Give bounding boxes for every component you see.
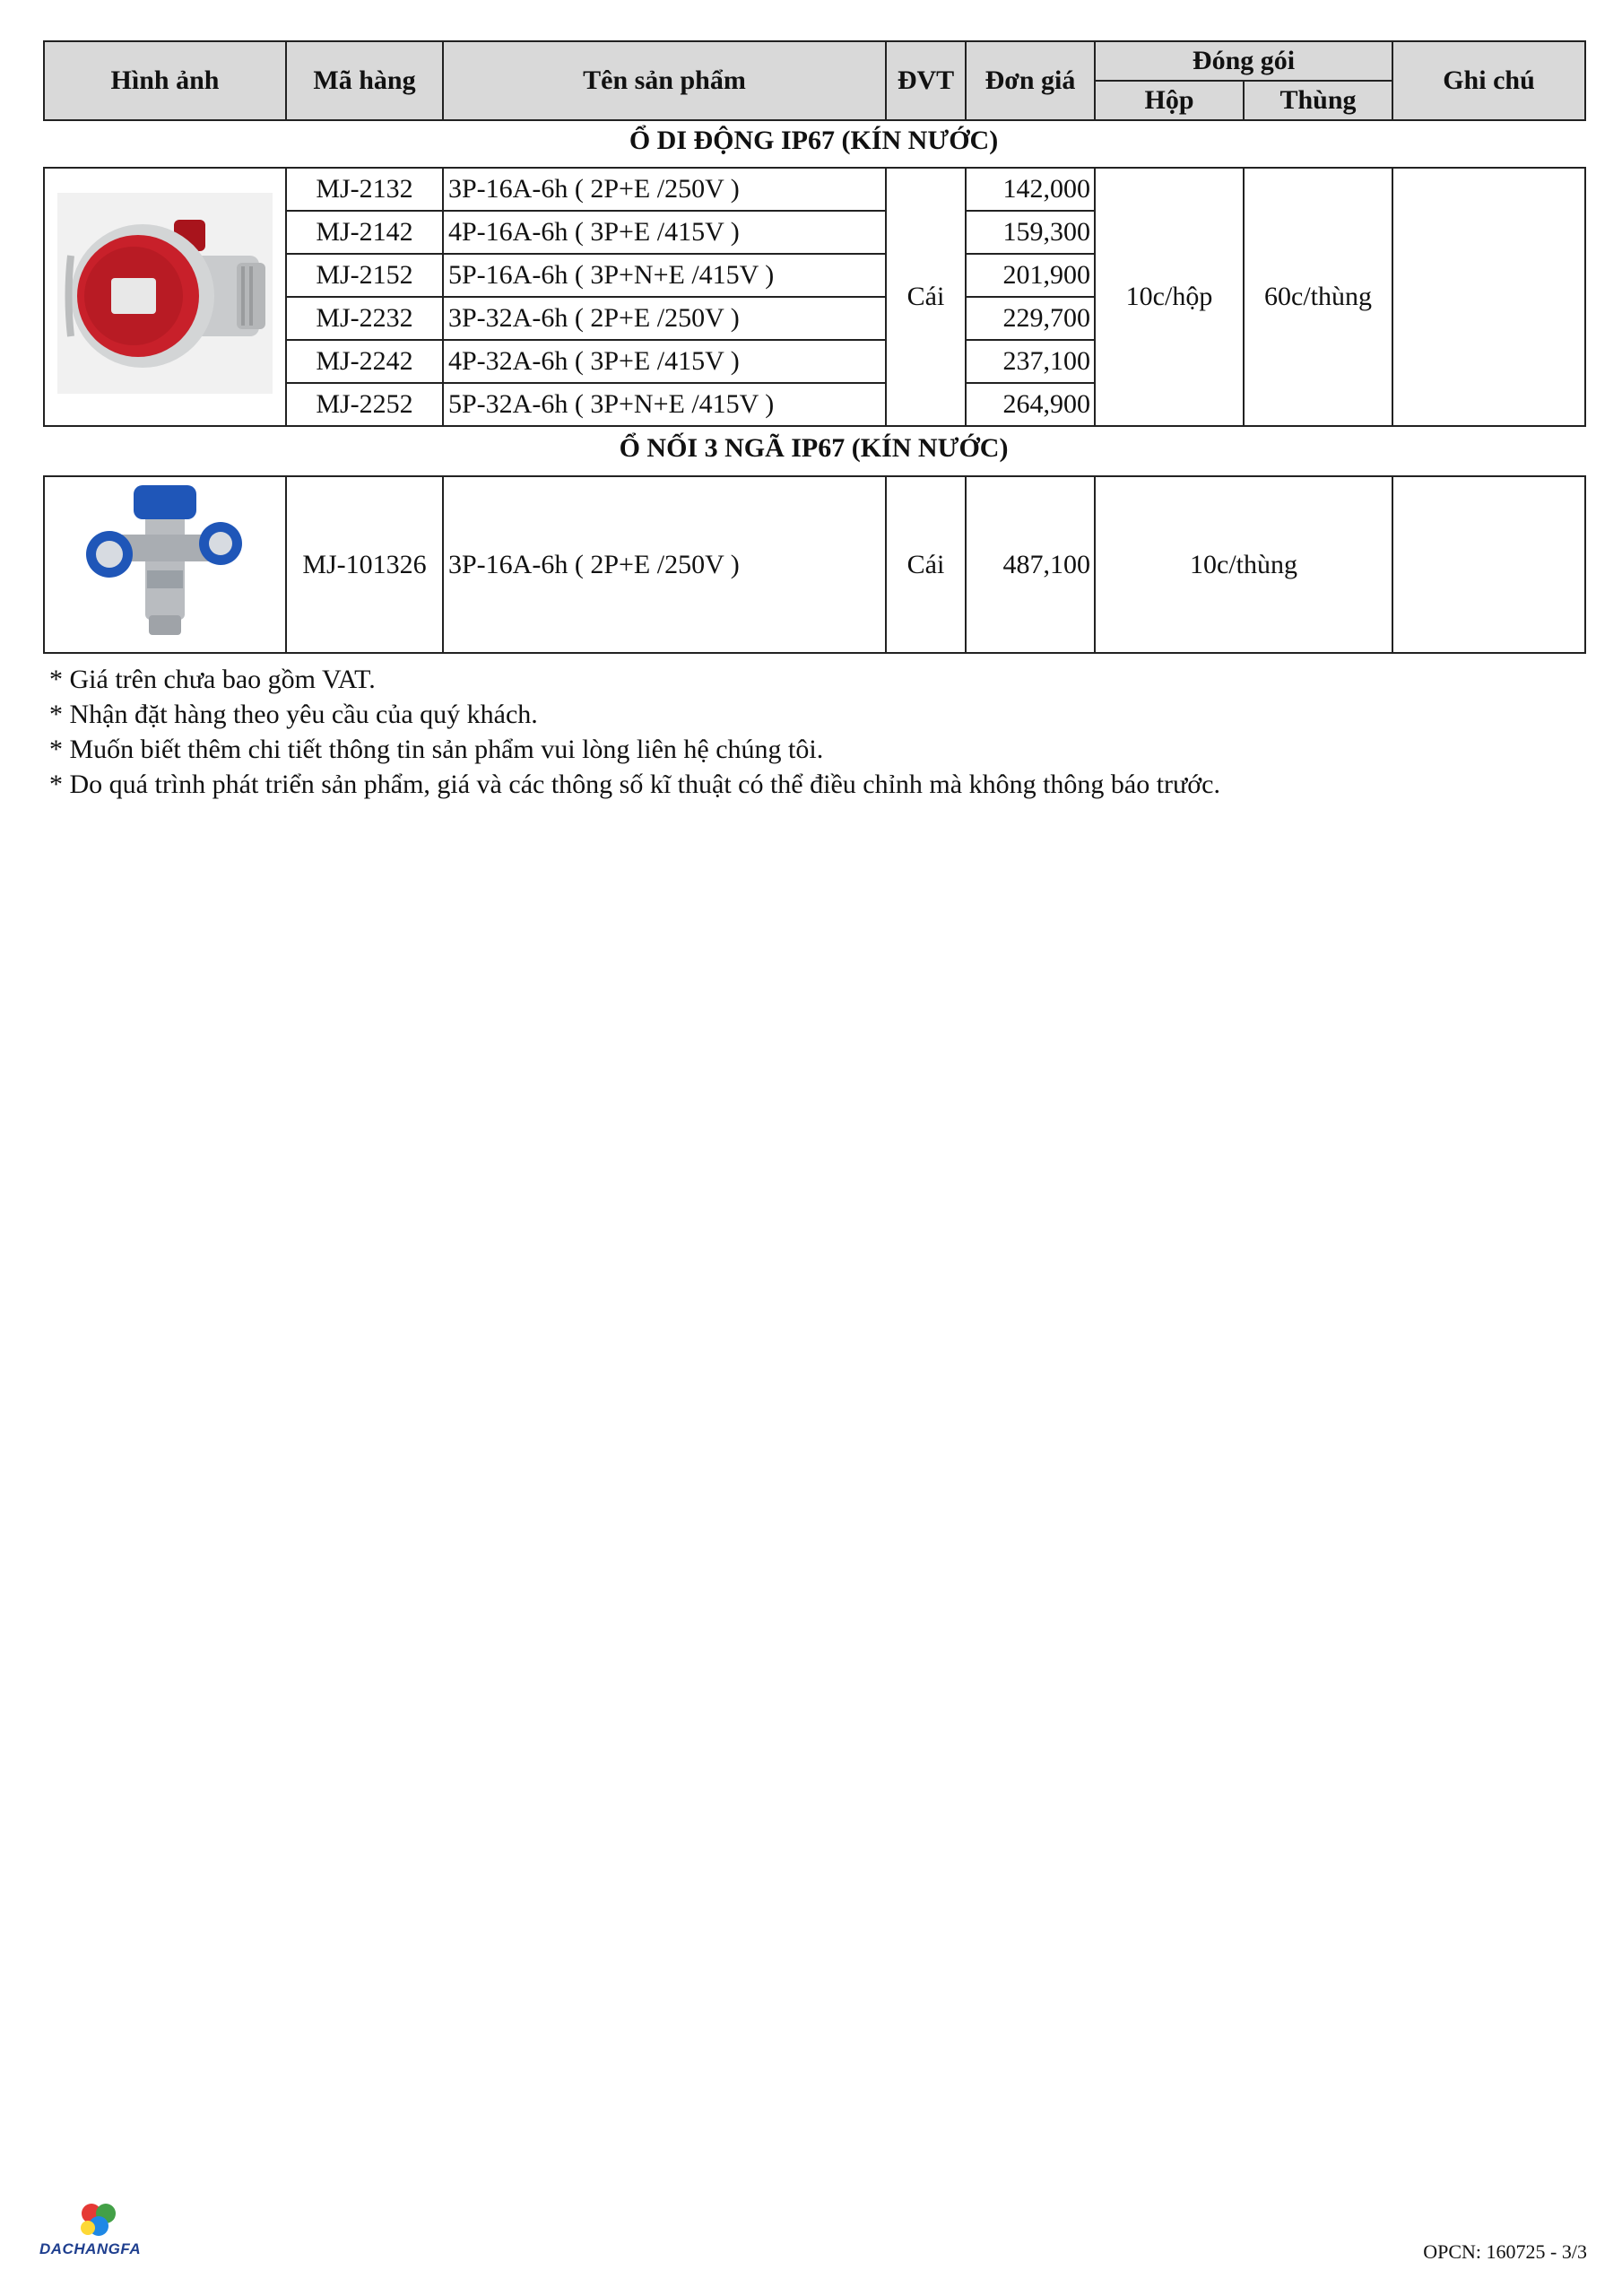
- product-code: MJ-2242: [286, 340, 443, 383]
- col-header-carton: Thùng: [1244, 81, 1392, 120]
- carton-packaging: 10c/thùng: [1095, 476, 1392, 653]
- unit-cell: Cái: [886, 168, 966, 426]
- blue-connector-image: [84, 481, 246, 642]
- page-footer: OPCN: 160725 - 3/3: [1423, 2240, 1587, 2263]
- col-header-packaging: Đóng gói: [1095, 41, 1392, 81]
- col-header-code: Mã hàng: [286, 41, 443, 120]
- unit-cell: Cái: [886, 476, 966, 653]
- unit-price: 264,900: [966, 383, 1095, 426]
- product-code: MJ-2252: [286, 383, 443, 426]
- note-line: * Muốn biết thêm chi tiết thông tin sản phẩm vui lòng liên hệ chúng tôi.: [49, 735, 824, 764]
- unit-price: 201,900: [966, 254, 1095, 297]
- portable-socket-table: [43, 167, 1586, 427]
- box-packaging: 10c/hộp: [1095, 168, 1244, 426]
- product-code: MJ-2232: [286, 297, 443, 340]
- note-cell: [1392, 168, 1585, 426]
- product-code: MJ-2152: [286, 254, 443, 297]
- product-code: MJ-2142: [286, 211, 443, 254]
- product-name: 5P-32A-6h ( 3P+N+E /415V ): [443, 383, 886, 426]
- notes-list: [49, 662, 1220, 802]
- note-cell: [1392, 476, 1585, 653]
- product-name: 4P-16A-6h ( 3P+E /415V ): [443, 211, 886, 254]
- section-title-3way-connector: Ổ NỐI 3 NGÃ IP67 (KÍN NƯỚC): [619, 433, 1009, 463]
- unit-price: 159,300: [966, 211, 1095, 254]
- unit-price: 237,100: [966, 340, 1095, 383]
- note-line: * Giá trên chưa bao gồm VAT.: [49, 665, 376, 694]
- col-header-box: Hộp: [1095, 81, 1244, 120]
- product-name: 5P-16A-6h ( 3P+N+E /415V ): [443, 254, 886, 297]
- product-code: MJ-2132: [286, 168, 443, 211]
- product-name: 3P-32A-6h ( 2P+E /250V ): [443, 297, 886, 340]
- red-socket-image: [57, 193, 273, 394]
- carton-packaging: 60c/thùng: [1244, 168, 1392, 426]
- 3way-connector-table: [43, 475, 1586, 654]
- logo-mark-icon: [72, 2199, 126, 2242]
- product-image-cell: [44, 476, 286, 653]
- section-title-portable-socket: Ổ DI ĐỘNG IP67 (KÍN NƯỚC): [629, 126, 999, 155]
- product-name: 4P-32A-6h ( 3P+E /415V ): [443, 340, 886, 383]
- col-header-note: Ghi chú: [1392, 41, 1585, 120]
- note-line: * Nhận đặt hàng theo yêu cầu của quý khách.: [49, 700, 538, 729]
- table-row: [44, 168, 1585, 211]
- note-line: * Do quá trình phát triển sản phẩm, giá và các thông số kĩ thuật có thể điều chỉnh mà không thông báo trước.: [49, 770, 1220, 799]
- unit-price: 229,700: [966, 297, 1095, 340]
- product-name: 3P-16A-6h ( 2P+E /250V ): [443, 476, 886, 653]
- price-table-header: [43, 40, 1586, 121]
- product-image-cell: [44, 168, 286, 426]
- logo-text: DACHANGFA: [39, 2240, 142, 2257]
- col-header-image: Hình ảnh: [44, 41, 286, 120]
- unit-price: 142,000: [966, 168, 1095, 211]
- product-code: MJ-101326: [286, 476, 443, 653]
- col-header-unit: ĐVT: [886, 41, 966, 120]
- unit-price: 487,100: [966, 476, 1095, 653]
- table-row: [44, 476, 1585, 653]
- product-name: 3P-16A-6h ( 2P+E /250V ): [443, 168, 886, 211]
- col-header-name: Tên sản phẩm: [443, 41, 886, 120]
- col-header-price: Đơn giá: [966, 41, 1095, 120]
- company-logo: [39, 2199, 165, 2257]
